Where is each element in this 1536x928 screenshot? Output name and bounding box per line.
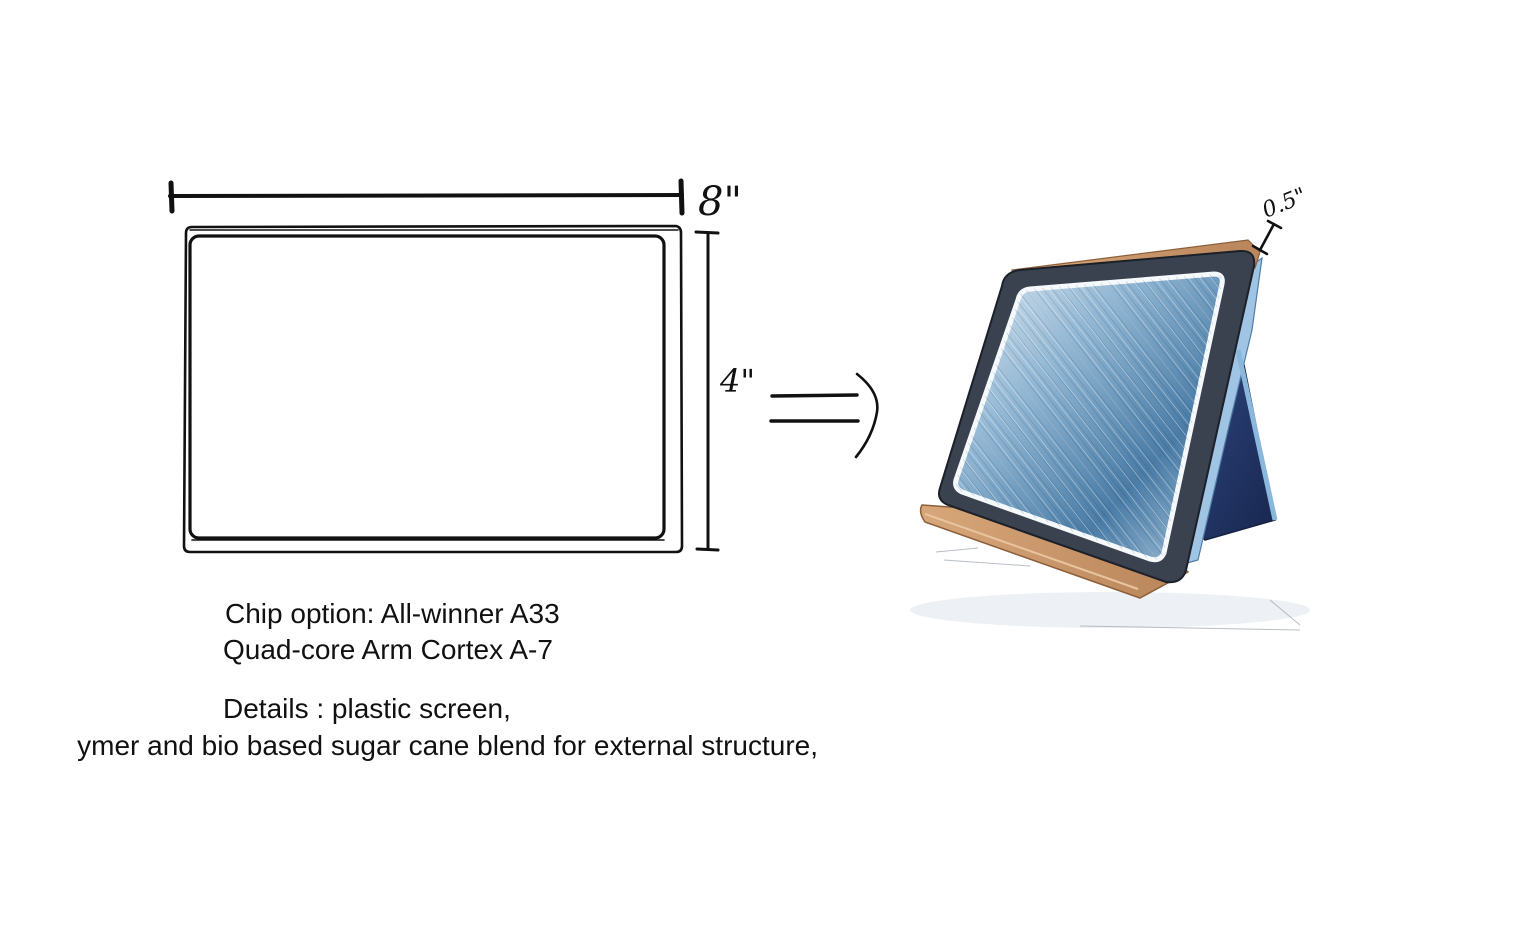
details-heading-text: Details : plastic screen, (223, 693, 511, 724)
depth-label: 0.5" (1258, 183, 1311, 224)
width-dimension-line (170, 181, 682, 213)
tablet-on-stand-render (910, 221, 1310, 630)
height-label: 4" (720, 362, 756, 400)
tablet-screen-outline (190, 236, 664, 538)
height-dimension-line (696, 232, 718, 550)
tablet-outer-outline (184, 226, 682, 552)
depth-dimension-line (1253, 221, 1281, 254)
chip-option-text: Chip option: All-winner A33 (225, 598, 560, 629)
width-label: 8" (698, 179, 742, 225)
tablet-front-sketch (170, 181, 718, 552)
cpu-core-text: Quad-core Arm Cortex A-7 (223, 634, 553, 665)
equals-arrow-sketch (771, 374, 877, 457)
material-details-text: ymer and bio based sugar cane blend for external structure, (77, 730, 818, 761)
